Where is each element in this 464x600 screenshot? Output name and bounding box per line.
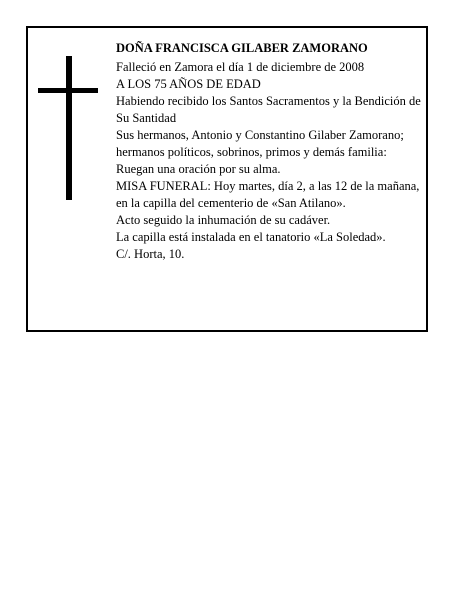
family-line: Sus hermanos, Antonio y Constantino Gilaber Zamorano; hermanos políticos, sobrinos, primos y demás familia: [116, 128, 404, 159]
prayer-line: Ruegan una oración por su alma. [116, 162, 281, 176]
deceased-name: DOÑA FRANCISCA GILABER ZAMORANO [116, 41, 368, 55]
chapel-line: La capilla está instalada en el tanatorio «La Soledad». [116, 230, 386, 244]
death-date-line: Falleció en Zamora el día 1 de diciembre de 2008 [116, 60, 365, 74]
sacraments-line: Habiendo recibido los Santos Sacramentos y la Bendición de Su Santidad [116, 94, 421, 125]
cross-vertical-bar [66, 56, 72, 200]
obituary-notice [26, 26, 428, 332]
age-line: A LOS 75 AÑOS DE EDAD [116, 77, 261, 91]
burial-line: Acto seguido la inhumación de su cadáver. [116, 213, 331, 227]
address-line: C/. Horta, 10. [116, 247, 185, 261]
funeral-mass-line: MISA FUNERAL: Hoy martes, día 2, a las 12 de la mañana, en la capilla del cementerio de «San Atilano». [116, 179, 420, 210]
cross-horizontal-bar [38, 88, 98, 93]
latin-cross-icon [38, 56, 98, 200]
notice-text [116, 40, 422, 263]
